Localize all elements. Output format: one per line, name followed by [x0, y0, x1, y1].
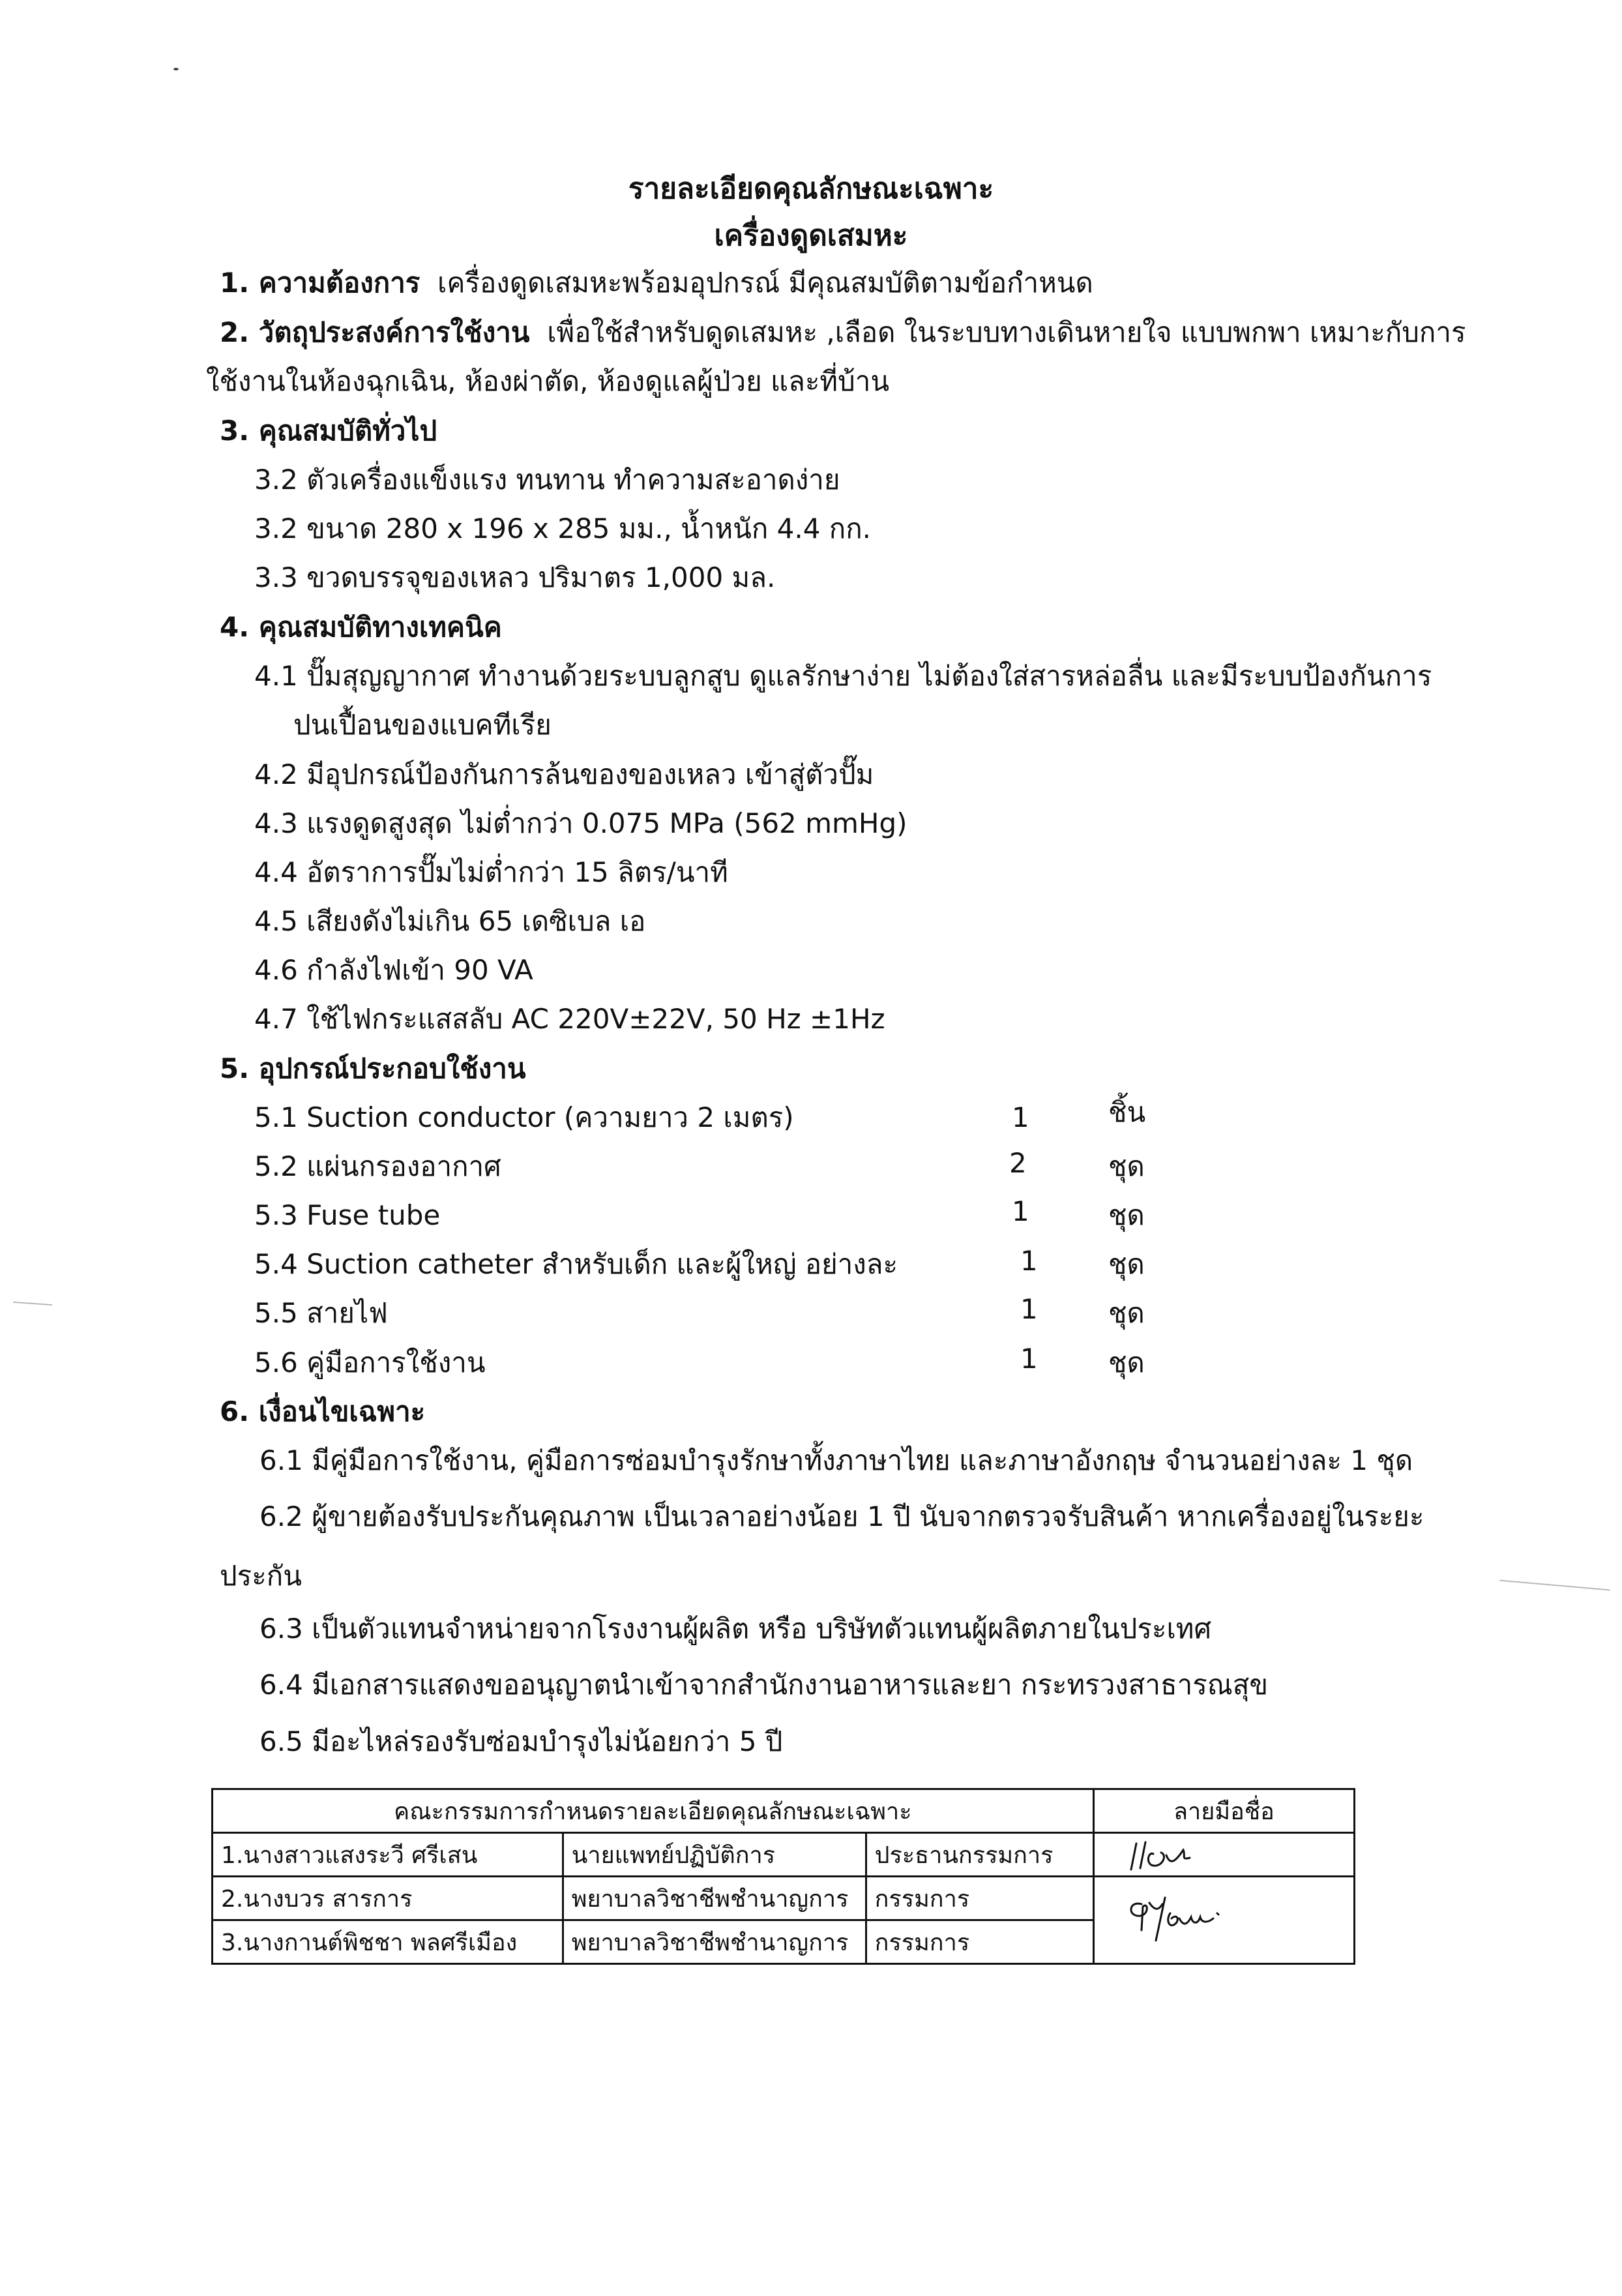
accessory-name: 5.6 คู่มือการใช้งาน: [254, 1347, 486, 1379]
section-4-item: 4.4 อัตราการปั๊มไม่ต่ำกว่า 15 ลิตร/นาที: [254, 856, 728, 888]
committee-header: คณะกรรมการกำหนดรายละเอียดคุณลักษณะเฉพาะ: [213, 1789, 1094, 1833]
section-3-item: 3.2 ตัวเครื่องแข็งแรง ทนทาน ทำความสะอาดง่าย: [254, 464, 840, 496]
accessory-unit: ชิ้น: [1108, 1096, 1146, 1128]
accessory-qty: 1: [1020, 1343, 1038, 1375]
handwritten-signature: [1102, 1836, 1233, 1873]
section-4-item: 4.1 ปั๊มสุญญากาศ ทำงานด้วยระบบลูกสูบ ดูแลรักษาง่าย ไม่ต้องใส่สารหล่อลื่น และมีระบบป้องกันการ: [254, 660, 1432, 692]
signature-header: ลายมือชื่อ: [1093, 1789, 1354, 1833]
signature-cell: [1093, 1833, 1354, 1877]
committee-table: [211, 1788, 1355, 1965]
section-6-item: 6.2 ผู้ขายต้องรับประกันคุณภาพ เป็นเวลาอย่างน้อย 1 ปี นับจากตรวจรับสินค้า หากเครื่องอยู่ในระยะ: [259, 1500, 1424, 1532]
section-1-heading: 1. ความต้องการ: [220, 267, 420, 299]
section-3-heading: 3. คุณสมบัติทั่วไป: [220, 415, 437, 447]
section-4-item: 4.7 ใช้ไฟกระแสสลับ AC 220V±22V, 50 Hz ±1Hz: [254, 1003, 885, 1035]
accessory-qty: 1: [1012, 1195, 1029, 1227]
section-6-item: 6.1 มีคู่มือการใช้งาน, คู่มือการซ่อมบำรุงรักษาทั้งภาษาไทย และภาษาอังกฤษ จำนวนอย่างละ 1 ชุด: [259, 1444, 1413, 1476]
section-3-item: 3.3 ขวดบรรจุของเหลว ปริมาตร 1,000 มล.: [254, 561, 776, 593]
section-1: [220, 265, 1093, 301]
section-4-item: 4.5 เสียงดังไม่เกิน 65 เดซิเบล เอ: [254, 905, 646, 937]
section-4-heading: 4. คุณสมบัติทางเทคนิค: [220, 611, 502, 643]
section-6-item: 6.3 เป็นตัวแทนจำหน่ายจากโรงงานผู้ผลิต หรือ บริษัทตัวแทนผู้ผลิตภายในประเทศ: [259, 1613, 1212, 1645]
section-2-heading: 2. วัตถุประสงค์การใช้งาน: [220, 316, 530, 348]
member-role: ประธานกรรมการ: [866, 1833, 1093, 1877]
section-4-item-continuation: ปนเปื้อนของแบคทีเรีย: [293, 709, 552, 741]
accessory-name: 5.5 สายไฟ: [254, 1297, 388, 1329]
member-name: 1.นางสาวแสงระวี ศรีเสน: [213, 1833, 563, 1877]
scan-mark: [1499, 1580, 1610, 1591]
section-6-heading: 6. เงื่อนไขเฉพาะ: [220, 1395, 426, 1427]
member-position: พยาบาลวิชาชีพชำนาญการ: [563, 1920, 866, 1964]
accessory-unit: ชุด: [1108, 1150, 1145, 1182]
accessory-name: 5.2 แผ่นกรองอากาศ: [254, 1150, 501, 1182]
member-role: กรรมการ: [866, 1920, 1093, 1964]
member-position: นายแพทย์ปฏิบัติการ: [563, 1833, 866, 1877]
member-name: 2.นางบวร สารการ: [213, 1877, 563, 1920]
accessory-unit: ชุด: [1108, 1199, 1145, 1231]
member-name: 3.นางกานต์พิชชา พลศรีเมือง: [213, 1920, 563, 1964]
accessory-name: 5.3 Fuse tube: [254, 1199, 441, 1231]
section-2-text: เพื่อใช้สำหรับดูดเสมหะ ,เลือด ในระบบทางเดินหายใจ แบบพกพา เหมาะกับการ: [547, 316, 1466, 348]
section-2: [220, 314, 1466, 351]
section-2-continuation: ใช้งานในห้องฉุกเฉิน, ห้องผ่าตัด, ห้องดูแลผู้ป่วย และที่บ้าน: [206, 365, 890, 397]
accessory-unit: ชุด: [1108, 1297, 1145, 1329]
section-6-item-continuation: ประกัน: [220, 1560, 302, 1592]
accessory-qty: 1: [1012, 1101, 1029, 1133]
document-title: รายละเอียดคุณลักษณะเฉพาะ: [628, 172, 994, 205]
member-role: กรรมการ: [866, 1877, 1093, 1920]
accessory-unit: ชุด: [1108, 1347, 1145, 1379]
accessory-unit: ชุด: [1108, 1248, 1145, 1280]
section-5-heading: 5. อุปกรณ์ประกอบใช้งาน: [220, 1052, 526, 1084]
accessory-qty: 1: [1020, 1293, 1038, 1325]
accessory-qty: 1: [1020, 1245, 1038, 1277]
handwritten-signature: [1102, 1885, 1259, 1956]
section-6-item: 6.4 มีเอกสารแสดงขออนุญาตนำเข้าจากสำนักงานอาหารและยา กระทรวงสาธารณสุข: [259, 1669, 1269, 1701]
member-position: พยาบาลวิชาชีพชำนาญการ: [563, 1877, 866, 1920]
signature-cell: [1093, 1877, 1354, 1964]
section-3-item: 3.2 ขนาด 280 x 196 x 285 มม., น้ำหนัก 4.4 กก.: [254, 513, 871, 544]
accessory-name: 5.4 Suction catheter สำหรับเด็ก และผู้ใหญ่ อย่างละ: [254, 1248, 898, 1280]
section-4-item: 4.2 มีอุปกรณ์ป้องกันการล้นของของเหลว เข้าสู่ตัวปั๊ม: [254, 758, 874, 790]
section-6-item: 6.5 มีอะไหล่รองรับซ่อมบำรุงไม่น้อยกว่า 5 ปี: [259, 1725, 783, 1757]
scan-mark: [13, 1302, 52, 1305]
section-1-text: เครื่องดูดเสมหะพร้อมอุปกรณ์ มีคุณสมบัติตามข้อกำหนด: [437, 267, 1093, 299]
accessory-qty: 2: [1009, 1147, 1027, 1179]
committee-row: [213, 1877, 1355, 1920]
committee-header-row: [213, 1789, 1355, 1833]
committee-row: [213, 1833, 1355, 1877]
section-4-item: 4.6 กำลังไฟเข้า 90 VA: [254, 954, 533, 986]
section-4-item: 4.3 แรงดูดสูงสุด ไม่ต่ำกว่า 0.075 MPa (562 mmHg): [254, 807, 907, 839]
scan-speck: [173, 68, 179, 70]
document-subtitle: เครื่องดูดเสมหะ: [714, 219, 908, 252]
accessory-name: 5.1 Suction conductor (ความยาว 2 เมตร): [254, 1101, 794, 1133]
